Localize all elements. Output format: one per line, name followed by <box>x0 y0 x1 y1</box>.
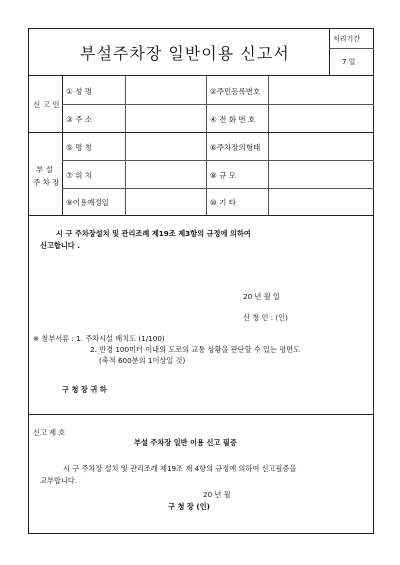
applicant-signature-line: 신 청 인 : (인) <box>243 313 288 322</box>
receipt-line-1: 시 구 주차장 설치 및 관리조례 제19조 제 4항의 규정에 의하여 신고필증을 <box>63 464 297 473</box>
resident-number-label: ②주민등록번호 <box>210 87 261 96</box>
other-label: ⑩ 기 타 <box>210 198 236 207</box>
middle-column-divider <box>206 75 207 215</box>
attachments-item-1: ※ 첨부서류 : 1. 주차시설 배치도 (1/100) <box>33 334 165 343</box>
period-row-divider <box>329 48 374 49</box>
name-label: ① 성 명 <box>66 87 92 96</box>
scale-label: ⑧ 규 모 <box>210 171 236 180</box>
planned-use-date-label: ⑨이용예정일 <box>66 198 109 207</box>
row-divider <box>62 160 374 161</box>
parking-section-label-1: 부 설 <box>36 165 53 174</box>
receipt-date: 20 년 월 <box>203 490 231 499</box>
header-divider <box>28 75 374 76</box>
section-divider <box>28 132 374 133</box>
processing-period-label: 처리기간 <box>333 35 361 43</box>
receipt-signer: 구 청 장 (인) <box>168 502 210 511</box>
period-divider <box>329 28 330 75</box>
statement-line-2: 신고합니다 . <box>40 241 80 250</box>
reporter-section-label: 신 고 인 <box>33 100 60 109</box>
lot-type-label: ⑥주차장의형태 <box>210 143 261 152</box>
grid-bottom-divider <box>28 215 374 216</box>
receipt-title: 부설 주차장 일반 이용 신고 필증 <box>134 438 237 447</box>
receipt-divider <box>28 414 374 415</box>
lot-name-label: ⑤ 명 칭 <box>66 143 92 152</box>
section-label-column-divider <box>62 75 63 215</box>
location-label: ⑦ 위 치 <box>66 171 92 180</box>
row-divider <box>62 104 374 105</box>
processing-period-value: 7 일 <box>342 58 356 66</box>
recipient: 구 청 장 귀 하 <box>62 385 107 394</box>
form-title: 부설주차장 일반이용 신고서 <box>80 44 290 63</box>
row-divider <box>62 188 374 189</box>
receipt-number: 신고 제 호 <box>33 428 66 437</box>
attachments-item-2: 2. 반경 100미터 이내의 도로의 교통 상황을 판단할 수 있는 평면도 <box>90 345 301 354</box>
parking-section-label-2: 주 차 장 <box>33 178 60 187</box>
application-date: 20 년 월 일 <box>243 292 280 301</box>
label-value-divider-right <box>268 75 269 215</box>
statement-line-1: 시 구 주차장설치 및 관리조례 제19조 제3항의 규정에 의하여 <box>56 229 251 238</box>
address-label: ③ 주 소 <box>66 115 92 124</box>
receipt-line-2: 교부합니다. <box>40 476 78 485</box>
attachments-item-2-note: (축적 600분의 1이상일 것) <box>99 356 186 365</box>
phone-label: ④ 전 화 번 호 <box>210 115 256 124</box>
label-value-divider-left <box>125 75 126 215</box>
